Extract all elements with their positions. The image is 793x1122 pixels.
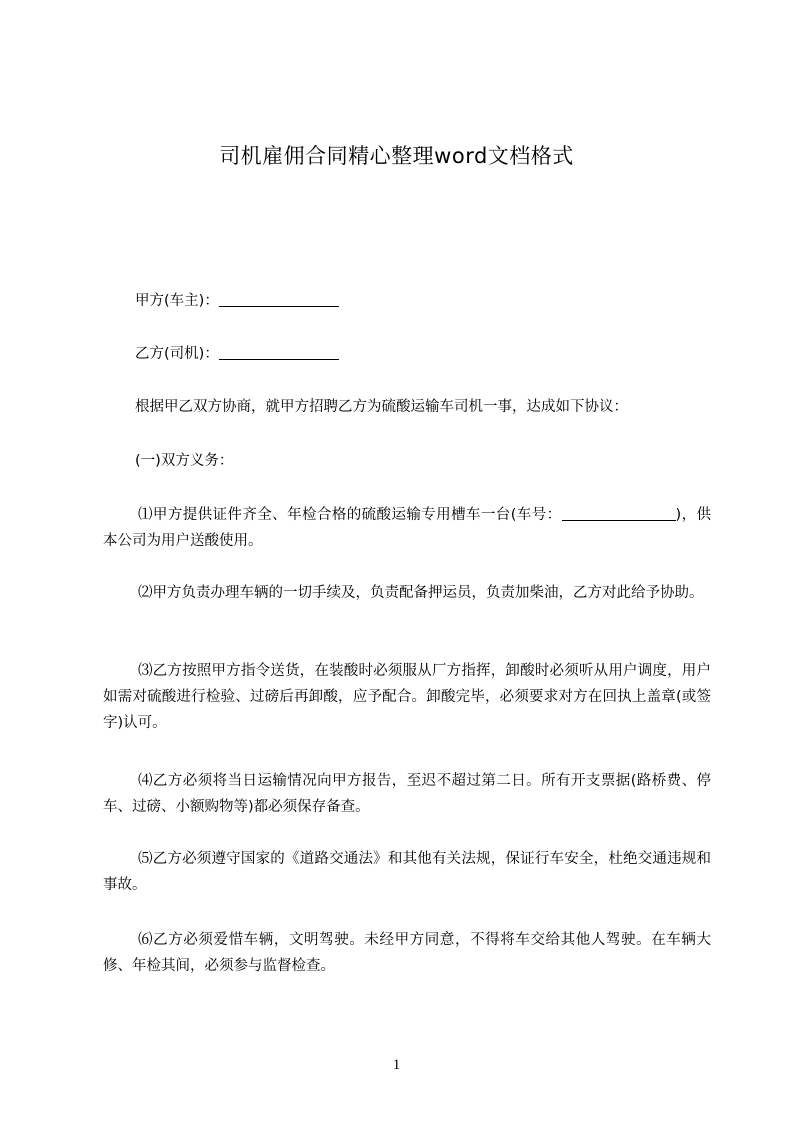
page-number: 1 xyxy=(392,1057,401,1073)
section-1-heading: (一)双方义务： xyxy=(135,453,234,469)
party-b-label: 乙方(司机)： xyxy=(135,346,219,362)
item-1-text-before: ⑴甲方提供证件齐全、年检合格的硫酸运输专用槽车一台(车号： xyxy=(138,507,562,523)
obligation-item-6: ⑹乙方必须爱惜车辆，文明驾驶。未经甲方同意，不得将车交给其他人驾驶。在车辆大修、年检其间，必须参与监督检查。 xyxy=(103,932,711,974)
obligation-item-2: ⑵甲方负责办理车辆的一切手续及，负责配备押运员，负责加柴油，乙方对此给予协助。 xyxy=(138,585,704,601)
obligation-item-3: ⑶乙方按照甲方指令送货，在装酸时必须服从厂方指挥，卸酸时必须听从用户调度，用户如需对硫酸进行检验、过磅后再卸酸，应予配合。卸酸完毕，必须要求对方在回执上盖章(或签字)认可。 xyxy=(103,663,711,731)
obligation-item-4: ⑷乙方必须将当日运输情况向甲方报告，至迟不超过第二日。所有开支票据(路桥费、停车、过磅、小额购物等)都必须保存备查。 xyxy=(103,773,711,815)
document-title: 司机雇佣合同精心整理word文档格式 xyxy=(219,144,574,168)
party-a-label: 甲方(车主)： xyxy=(135,293,219,309)
party-a-line xyxy=(103,288,711,314)
party-b-blank xyxy=(219,343,339,360)
obligation-item-5: ⑸乙方必须遵守国家的《道路交通法》和其他有关法规，保证行车安全，杜绝交通违规和事故。 xyxy=(103,851,711,893)
intro-paragraph: 根据甲乙双方协商，就甲方招聘乙方为硫酸运输车司机一事，达成如下协议： xyxy=(135,399,628,415)
vehicle-number-blank-1 xyxy=(562,504,656,521)
vehicle-number-blank-2 xyxy=(656,504,676,521)
party-b-line xyxy=(103,341,711,367)
item-1-text-after: )，供本公司为用户送酸使用。 xyxy=(103,507,711,549)
obligation-item-1 xyxy=(103,502,711,554)
party-a-blank xyxy=(219,290,339,307)
